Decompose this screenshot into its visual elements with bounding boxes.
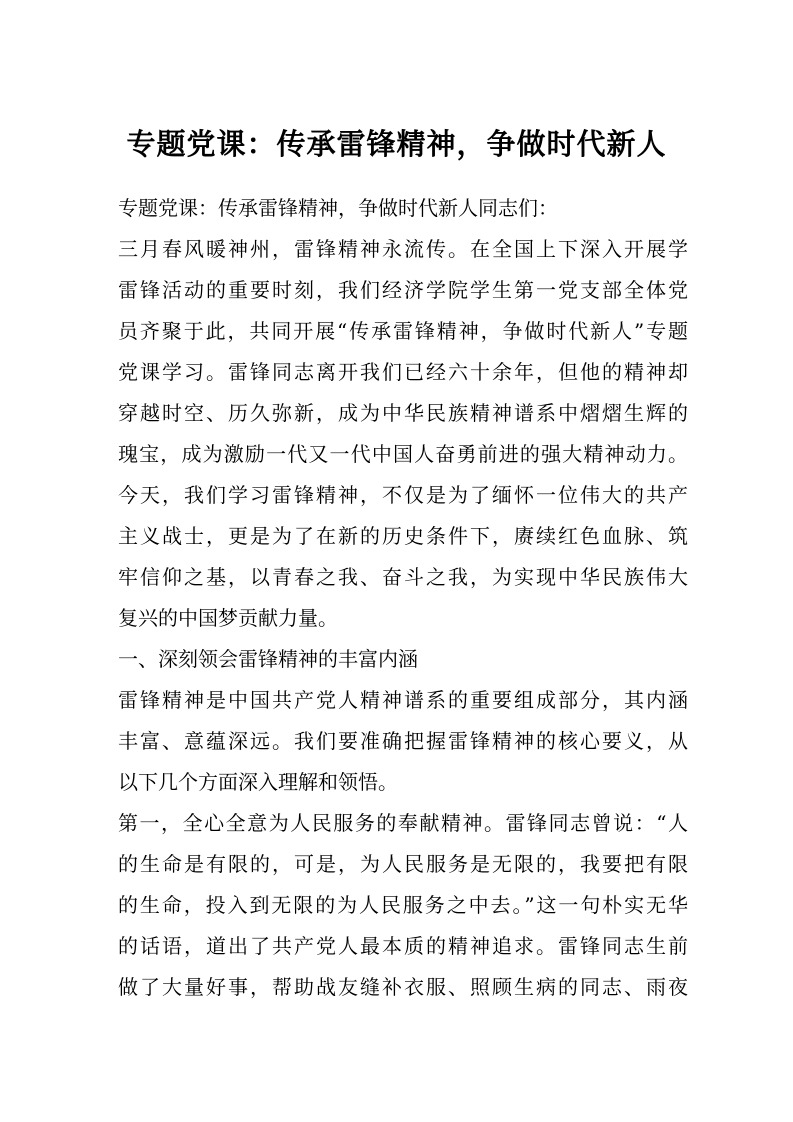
body-line: 今天，我们学习雷锋精神，不仅是为了缅怀一位伟大的共产 [118, 483, 688, 507]
body-line: 做了大量好事，帮助战友缝补衣服、照顾生病的同志、雨夜 [118, 975, 688, 999]
body-line: 雷锋活动的重要时刻，我们经济学院学生第一党支部全体党 [118, 278, 688, 302]
body-line: 牢信仰之基，以青春之我、奋斗之我，为实现中华民族伟大 [118, 565, 688, 589]
document-body [118, 188, 688, 1008]
body-line: 雷锋精神是中国共产党人精神谱系的重要组成部分，其内涵 [118, 688, 688, 712]
body-line: 党课学习。雷锋同志离开我们已经六十余年，但他的精神却 [118, 360, 688, 384]
body-line: 第一，全心全意为人民服务的奉献精神。雷锋同志曾说：“人 [118, 811, 688, 835]
body-line: 专题党课：传承雷锋精神，争做时代新人同志们： [118, 196, 558, 220]
document-title: 专题党课：传承雷锋精神，争做时代新人 [126, 127, 667, 161]
body-line: 员齐聚于此，共同开展“传承雷锋精神，争做时代新人”专题 [118, 319, 688, 343]
body-line: 的生命是有限的，可是，为人民服务是无限的，我要把有限 [118, 852, 688, 876]
body-line: 主义战士，更是为了在新的历史条件下，赓续红色血脉、筑 [118, 524, 688, 548]
body-line: 丰富、意蕴深远。我们要准确把握雷锋精神的核心要义，从 [118, 729, 688, 753]
body-line: 穿越时空、历久弥新，成为中华民族精神谱系中熠熠生辉的 [118, 401, 688, 425]
body-line: 以下几个方面深入理解和领悟。 [118, 770, 398, 794]
body-line: 的话语，道出了共产党人最本质的精神追求。雷锋同志生前 [118, 934, 688, 958]
body-line: 复兴的中国梦贡献力量。 [118, 606, 338, 630]
body-line: 一、深刻领会雷锋精神的丰富内涵 [118, 647, 418, 671]
body-line: 瑰宝，成为激励一代又一代中国人奋勇前进的强大精神动力。 [118, 442, 688, 466]
body-line: 三月春风暖神州，雷锋精神永流传。在全国上下深入开展学 [118, 237, 688, 261]
body-line: 的生命，投入到无限的为人民服务之中去。”这一句朴实无华 [118, 893, 688, 917]
